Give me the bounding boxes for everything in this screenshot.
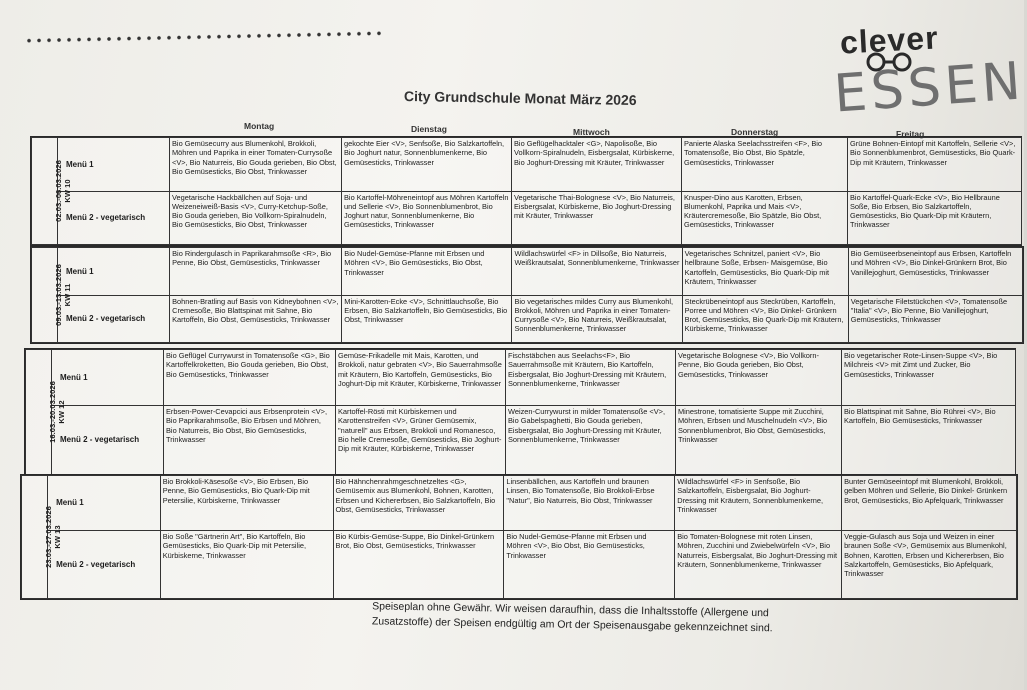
table-row [32, 191, 1022, 245]
meal-cell: Bio Kartoffel-Quark-Ecke <V>, Bio Hellbraune Soße, Bio Erbsen, Bio Salzkartoffeln, Gemüsesticks, Bio Quark-Dip mit Kräutern, Trinkwasser [848, 191, 1022, 245]
meal-cell: Steckrübeneintopf aus Steckrüben, Kartoffeln, Porree und Möhren <V>, Bio Dinkel- Grünkern Brot, Gemüsesticks, Bio Quark-Dip mit Kräutern, Kürbiskerne, Trinkwasser [682, 295, 848, 343]
clever-essen-logo [832, 19, 1027, 125]
meal-cell: Veggie-Gulasch aus Soja und Weizen in einer braunen Soße <V>, Gemüsemix aus Blumenkohl, Bohnen, Karotten, Erbsen und Kichererbsen, Bio Salzkartoffeln, Gemüsesticks, Bio Apfelquark, Trinkwasser [842, 531, 1017, 599]
meal-cell: Bio Kartoffel-Möhreneintopf aus Möhren Kartoffeln und Sellerie <V>, Bio Sonnenblumenbrot, Bio Joghurt natur, Sonnenblumenkerne, Bio Gemüsesticks, Trinkwasser [342, 191, 512, 245]
meal-cell: Kartoffel-Rösti mit Kürbiskernen und Karottenstreifen <V>, Grüner Gemüsemix, "naturell" aus Erbsen, Brokkoli und Romanesco, Bio helle Cremesoße, Gemüsesticks, Bio Joghurt-Dip mit Kräuter, Kürbiskerne, Trinkwasser [336, 406, 506, 475]
meal-cell: Mini-Karotten-Ecke <V>, Schnittlauchsoße, Bio Erbsen, Bio Salzkartoffeln, Bio Gemüsesticks, Bio Obst, Trinkwasser [342, 295, 512, 343]
week-table [31, 247, 1023, 343]
week-block [24, 348, 1016, 476]
week-date-label: 16.03.-20.03.2026 KW 12 [47, 381, 66, 443]
menu-label: Menü 1 [58, 248, 170, 296]
meal-cell: Bio Blattspinat mit Sahne, Bio Rührei <V>, Bio Kartoffeln, Bio Gemüsesticks, Trinkwasser [842, 406, 1016, 475]
meal-cell: Knusper-Dino aus Karotten, Erbsen, Blumenkohl, Paprika und Mais <V>, Kräutercremesoße, Bio Spätzle, Bio Obst, Gemüsesticks, Trinkwasser [682, 191, 848, 245]
week-table [21, 475, 1017, 599]
meal-cell: Bio Rindergulasch in Paprikarahmsoße <R>, Bio Penne, Bio Obst, Gemüsesticks, Trinkwasser [170, 248, 342, 296]
meal-cell: Vegetarische Bolognese <V>, Bio Vollkorn-Penne, Bio Gouda gerieben, Bio Obst, Gemüsesticks, Trinkwasser [676, 350, 842, 406]
day-header-donnerstag: Donnerstag [731, 127, 779, 137]
logo-text-top: clever [839, 19, 940, 61]
meal-cell: Wildlachswürfel <F> in Dillsoße, Bio Naturreis, Weißkrautsalat, Sonnenblumenkerne, Trinkwasser [512, 248, 682, 296]
menu-label: Menü 2 - vegetarisch [58, 191, 170, 245]
meal-cell: Minestrone, tomatisierte Suppe mit Zucchini, Möhren, Erbsen und Muschelnudeln <V>, Bio Sonnenblumenbrot, Bio Obst, Gemüsesticks, Trinkwasser [676, 406, 842, 475]
table-row [26, 350, 1016, 406]
meal-cell: Bohnen-Bratling auf Basis von Kidneybohnen <V>, Cremesoße, Bio Blattspinat mit Sahne, Bio Kartoffeln, Bio Obst, Gemüsesticks, Trinkwasser [170, 295, 342, 343]
table-row [32, 295, 1023, 343]
menu-label: Menü 2 - vegetarisch [48, 531, 161, 599]
week-table [25, 349, 1016, 475]
week-block [30, 246, 1024, 344]
meal-cell: Vegetarische Thai-Bolognese <V>, Bio Naturreis, Eisbergsalat, Kürbiskerne, Bio Joghurt-Dressing mit Kräuter, Trinkwasser [512, 191, 682, 245]
meal-cell: Bio Hähnchenrahmgeschnetzeltes <G>, Gemüsemix aus Blumenkohl, Bohnen, Karotten, Erbsen und Kichererbsen, Bio Salzkartoffeln, Bio Obst, Gemüsesticks, Trinkwasser [333, 476, 504, 531]
meal-cell: Bio Brokkoli-Käsesoße <V>, Bio Erbsen, Bio Penne, Bio Gemüsesticks, Bio Quark-Dip mit Petersilie, Kürbiskerne, Trinkwasser [160, 476, 333, 531]
meal-cell: Vegetarische Hackbällchen auf Soja- und Weizeneiweiß-Basis <V>, Curry-Ketchup-Soße, Bio Gouda gerieben, Bio Vollkorn-Spiralnudeln, Bio Gemüsesticks, Bio Obst, Trinkwasser [170, 191, 342, 245]
day-header-dienstag: Dienstag [411, 124, 447, 134]
week-block [30, 136, 1022, 246]
week-date-label: 09.03.-13.03.2026 KW 11 [53, 264, 72, 326]
meal-cell: Bio Geflügelhacktaler <G>, Napolisoße, Bio Vollkorn-Spiralnudeln, Eisbergsalat, Kürbiskerne, Bio Joghurt-Dressing mit Kräuter, Trinkwasser [512, 138, 682, 192]
menu-label: Menü 1 [58, 138, 170, 192]
day-header-mittwoch: Mittwoch [573, 127, 610, 137]
meal-cell: Vegetarisches Schnitzel, paniert <V>, Bio hellbraune Soße, Erbsen- Maisgemüse, Bio Kartoffeln, Gemüsesticks, Bio Quark-Dip mit Kräutern, Trinkwasser [682, 248, 848, 296]
week-date-label: 02.03.-06.03.2026 KW 10 [53, 160, 72, 222]
menu-label: Menü 1 [52, 350, 164, 406]
week-block [20, 474, 1018, 600]
meal-cell: Linsenbällchen, aus Kartoffeln und braunen Linsen, Bio Tomatensoße, Bio Brokkoli-Erbse "Natur", Bio Naturreis, Bio Obst, Trinkwasser [504, 476, 675, 531]
menu-label: Menü 1 [48, 476, 161, 531]
day-header-montag: Montag [244, 121, 275, 131]
table-row [32, 138, 1022, 192]
perforation-dots [24, 26, 384, 48]
menu-label: Menü 2 - vegetarisch [52, 406, 164, 475]
day-header-freitag: Freitag [896, 129, 925, 139]
page-title: City Grundschule Monat März 2026 [403, 87, 637, 109]
week-date-cell [26, 350, 66, 475]
meal-cell: Grüne Bohnen-Eintopf mit Kartoffeln, Sellerie <V>, Bio Sonnenblumenbrot, Gemüsesticks, Bio Quark-Dip mit Kräutern, Trinkwasser [848, 138, 1022, 192]
meal-cell: Panierte Alaska Seelachsstreifen <F>, Bio Tomatensoße, Bio Obst, Bio Spätzle, Gemüsesticks, Trinkwasser [682, 138, 848, 192]
meal-cell: Bio Nudel-Gemüse-Pfanne mit Erbsen und Möhren <V>, Bio Obst, Bio Gemüsesticks, Trinkwasser [504, 531, 675, 599]
meal-cell: Bio Gemüsecurry aus Blumenkohl, Brokkoli, Möhren und Paprika in einer Tomaten-Currysoße <V>, Bio Naturreis, Bio Gouda gerieben, Bio Obst, Bio Gemüsesticks, Bio Obst, Trinkwasser [170, 138, 342, 192]
menu-label: Menü 2 - vegetarisch [58, 295, 170, 343]
week-table [31, 137, 1022, 245]
meal-cell: Fischstäbchen aus Seelachs<F>, Bio Sauerrahmsoße mit Kräutern, Bio Kartoffeln, Eisbergsalat, Bio Joghurt-Dressing mit Kräutern, Sonnenblumenkerne, Trinkwasser [506, 350, 676, 406]
meal-cell: Bio Tomaten-Bolognese mit roten Linsen, Möhren, Zucchini und Zwiebelwürfeln <V>, Bio Naturreis, Eisbergsalat, Bio Joghurt-Dressing mit Kräutern, Sonnenblumenkerne, Trinkwasser [675, 531, 842, 599]
table-row [26, 406, 1016, 475]
logo-text-bottom: ESSEN [832, 51, 1027, 125]
meal-cell: Erbsen-Power-Cevapcici aus Erbsenprotein <V>, Bio Paprikarahmsoße, Bio Erbsen und Möhren, Bio Naturreis, Bio Obst, Bio Gemüsesticks, Trinkwasser [164, 406, 336, 475]
meal-cell: Vegetarische Filetstückchen <V>, Tomatensoße "Italia" <V>, Bio Penne, Bio Vanillejoghurt, Gemüsesticks, Trinkwasser [848, 295, 1022, 343]
meal-cell: Bio Nudel-Gemüse-Pfanne mit Erbsen und Möhren <V>, Bio Gemüsesticks, Bio Obst, Trinkwasser [342, 248, 512, 296]
week-date-cell [32, 138, 72, 245]
week-date-cell [32, 248, 72, 343]
table-row [22, 476, 1017, 531]
meal-cell: gekochte Eier <V>, Senfsoße, Bio Salzkartoffeln, Bio Joghurt natur, Sonnenblumenkerne, Bio Gemüsesticks, Trinkwasser [342, 138, 512, 192]
meal-cell: Gemüse-Frikadelle mit Mais, Karotten, und Brokkoli, natur gebraten <V>, Bio Sauerrahmsoße mit Kräutern, Bio Kartoffeln, Gemüsesticks, Bio Joghurt-Dip mit Kräuter, Kürbiskerne, Trinkwasser [336, 350, 506, 406]
table-row [32, 248, 1023, 296]
meal-cell: Wildlachswürfel <F> in Senfsoße, Bio Salzkartoffeln, Eisbergsalat, Bio Joghurt-Dressing mit Kräutern, Sonnenblumenkerne, Trinkwasser [675, 476, 842, 531]
meal-cell: Bunter Gemüseeintopf mit Blumenkohl, Brokkoli, gelben Möhren und Sellerie, Bio Dinkel- Grünkern Brot, Gemüsesticks, Bio Apfelquark, Trinkwasser [842, 476, 1017, 531]
disclaimer-footer: Speiseplan ohne Gewähr. Wir weisen daraufhin, dass die Inhaltsstoffe (Allergene und Zusatzstoffe) der Speisen endgültig am Ort der Speisenausgabe gekennzeichnet sind. [371, 600, 773, 635]
meal-cell: Bio Kürbis-Gemüse-Suppe, Bio Dinkel-Grünkern Brot, Bio Obst, Gemüsesticks, Trinkwasser [333, 531, 504, 599]
meal-cell: Bio Gemüseerbseneintopf aus Erbsen, Kartoffeln und Möhren <V>, Bio Dinkel-Grünkern Brot, Bio Vanillejoghurt, Gemüsesticks, Trinkwasser [848, 248, 1022, 296]
table-row [22, 531, 1017, 599]
meal-cell: Bio Soße "Gärtnerin Art", Bio Kartoffeln, Bio Gemüsesticks, Bio Quark-Dip mit Petersilie, Kürbiskerne, Trinkwasser [160, 531, 333, 599]
meal-cell: Bio Geflügel Currywurst in Tomatensoße <G>, Bio Kartoffelkroketten, Bio Gouda gerieben, Bio Obst, Bio Gemüsesticks, Trinkwasser [164, 350, 336, 406]
week-date-label: 23.03.-27.03.2026 KW 13 [43, 506, 62, 568]
meal-cell: Weizen-Currywurst in milder Tomatensoße <V>, Bio Gabelspaghetti, Bio Gouda gerieben, Eisbergsalat, Bio Joghurt-Dressing mit Kräuter, Sonnenblumenkerne, Trinkwasser [506, 406, 676, 475]
meal-cell: Bio vegetarisches mildes Curry aus Blumenkohl, Brokkoli, Möhren und Paprika in einer Tomaten-Currysoße <V>, Bio Naturreis, Weißkrautsalat, Sonnenblumenkerne, Trinkwasser [512, 295, 682, 343]
week-date-cell [22, 476, 62, 599]
meal-cell: Bio vegetarischer Rote-Linsen-Suppe <V>, Bio Milchreis <V> mit Zimt und Zucker, Bio Gemüsesticks, Trinkwasser [842, 350, 1016, 406]
